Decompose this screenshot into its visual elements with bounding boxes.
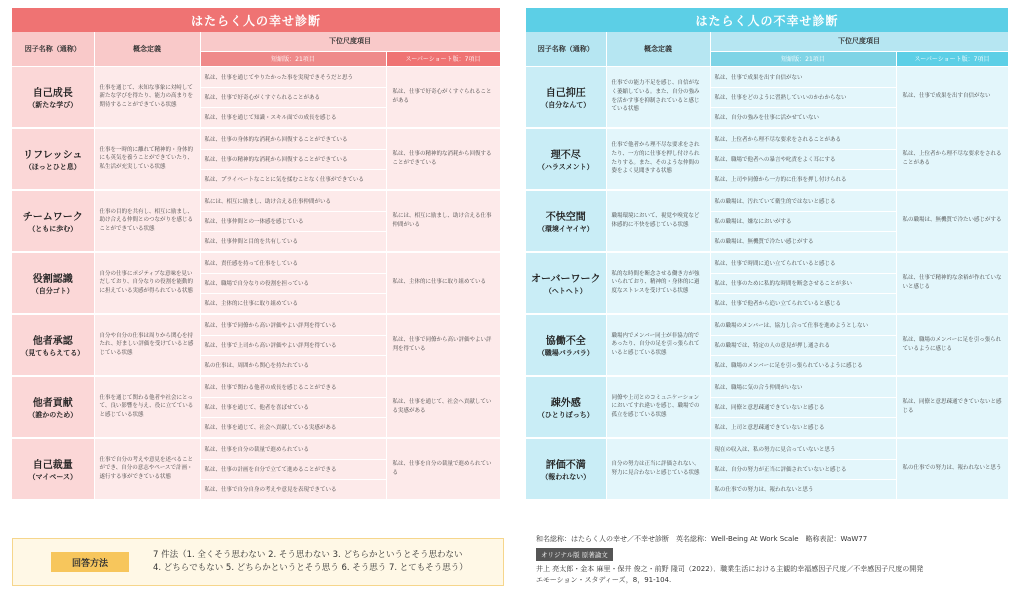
short-item: 私は、仕事のために私的な時間を断念させることが多い	[711, 273, 896, 293]
supershort-item-cell: 私は、仕事で精神的な余裕が作れていないと感じる	[896, 252, 1008, 314]
short-items-cell	[710, 376, 896, 438]
header-supershort: スーパーショート版：7項目	[896, 51, 1008, 66]
factor-name: 不快空間	[545, 211, 586, 223]
short-item: 私は、自分の努力が正当に評価されていないと感じる	[711, 459, 896, 479]
short-item: 私は、仕事仲間との一体感を感じている	[201, 211, 386, 231]
short-item: 私は、仕事で成果を出す自信がない	[714, 74, 803, 81]
factor-row	[526, 66, 1008, 128]
factor-row	[526, 314, 1008, 376]
factor-nickname: （職場バラバラ）	[537, 348, 594, 357]
short-item: 私は、主体的に仕事に取り組めている	[201, 293, 386, 313]
factor-row	[526, 438, 1008, 500]
definition-cell: 仕事の目的を共有し、相互に励まし、助け合える仲間とのつながりを感じることができている状態	[94, 190, 200, 252]
short-item: 私は、仕事を通じて、社会へ貢献している実感がある	[201, 417, 386, 437]
unhappy-panel	[526, 8, 1008, 501]
supershort-item-cell: 私は、上位者から理不尽な要求をされることがある	[896, 128, 1008, 190]
factor-cell	[526, 190, 606, 252]
factor-name: 評価不満	[545, 459, 586, 471]
answer-line-1: 7 件法（1. 全くそう思わない 2. そう思わない 3. どちらかというとそう思わない	[153, 549, 463, 560]
definition-cell: 私的な時間を断念させる働き方が強いられており、精神的・身体的に過度なストレスを受けている状態	[606, 252, 710, 314]
factor-cell	[526, 128, 606, 190]
factor-cell	[526, 252, 606, 314]
supershort-item-cell: 私は、仕事を通じて、社会へ貢献している実感がある	[386, 376, 500, 438]
short-item: 私は、仕事で時間に追い立てられていると感じる	[714, 260, 836, 267]
short-item: 私は、自分の強みを仕事に活かせていない	[711, 107, 896, 127]
factor-row	[12, 190, 500, 252]
factor-name: 他者貢献	[32, 397, 73, 409]
short-items-cell	[710, 438, 896, 500]
short-items-cell	[200, 314, 386, 376]
short-item: 私は、仕事をどのように習熟していいのかわからない	[711, 87, 896, 107]
factor-cell	[12, 438, 94, 500]
header-factor: 因子名称（通称）	[526, 32, 606, 66]
answer-line-2: 4. どちらでもない 5. どちらかというとそう思う 6. そう思う 7. とてもそう思う）	[153, 563, 468, 573]
factor-name: 疎外感	[550, 397, 581, 409]
supershort-item-cell: 私は、同僚と意思疎通できていないと感じる	[896, 376, 1008, 438]
factor-nickname: （見てもらえてる）	[21, 348, 85, 357]
citation	[536, 564, 1006, 586]
short-item: 現在の収入は、私の努力に見合っていないと思う	[714, 446, 836, 453]
scale-names: 和名総称：はたらく人の幸せ／不幸せ診断 英名総称：Well-Being At Work Scale 略称表記：WaW77	[536, 535, 868, 543]
short-items-cell	[710, 66, 896, 128]
factor-row	[526, 252, 1008, 314]
factor-name: 協働不全	[545, 335, 586, 347]
factor-name: オーバーワーク	[531, 273, 601, 285]
short-item: 私は、仕事を通じて、他者を喜ばせている	[201, 397, 386, 417]
factor-cell	[526, 438, 606, 500]
definition-cell: 仕事での能力不足を感じ、自信がなく萎縮している。また、自分の強みを活かす事を抑制されていると感じている状態	[606, 66, 710, 128]
factor-row	[12, 128, 500, 190]
factor-nickname: （新たな学び）	[28, 100, 78, 109]
short-items-cell	[710, 252, 896, 314]
definition-cell: 仕事を通じて、未知な事象に対峙して新たな学びを得たり、能力の高まりを期待することができている状態	[94, 66, 200, 128]
factor-row	[12, 252, 500, 314]
meta-info	[536, 534, 1006, 586]
factor-cell	[12, 376, 94, 438]
factor-cell	[12, 128, 94, 190]
factor-name: リフレッシュ	[23, 149, 83, 161]
answer-method-label: 回答方法	[51, 552, 129, 572]
short-item: 私は、職場のメンバーに足を引っ張られているように感じる	[711, 355, 896, 375]
factor-nickname: （誰かのため）	[28, 410, 78, 419]
answer-method-box	[12, 538, 504, 586]
definition-cell: 同僚や上司とのコミュニケーションにおいてすれ違いを感じ、職場での孤立を感じている状態	[606, 376, 710, 438]
definition-cell: 職場内でメンバー同士が非協力的であったり、自分の足を引っ張られていると感じている状態	[606, 314, 710, 376]
short-item: 私は、仕事で他者から追い立てられていると感じる	[711, 293, 896, 313]
short-item: 私の仕事での努力は、報われないと思う	[711, 479, 896, 499]
happy-panel	[12, 8, 500, 501]
short-items-cell	[200, 438, 386, 500]
happy-title: はたらく人の幸せ診断	[12, 8, 500, 32]
factor-nickname: （ともに歩む）	[28, 224, 78, 233]
short-item: 私は、仕事で自分自身の考えや意見を表現できている	[201, 479, 386, 499]
short-items-cell	[200, 66, 386, 128]
header-definition: 概念定義	[94, 32, 200, 66]
supershort-item-cell: 私には、相互に励まし、助け合える仕事仲間がいる	[386, 190, 500, 252]
short-item: 私は、仕事で上司から高い評価やよい評判を得ている	[201, 335, 386, 355]
factor-cell	[526, 314, 606, 376]
supershort-item-cell: 私は、仕事を自分の裁量で進められている	[386, 438, 500, 500]
short-items-cell	[200, 252, 386, 314]
factor-nickname: （自分なんて）	[541, 100, 591, 109]
short-item: 私の職場は、嫌なにおいがする	[711, 211, 896, 231]
supershort-item-cell: 私は、仕事で同僚から高い評価やよい評判を得ている	[386, 314, 500, 376]
short-item: 私は、職場に気の合う仲間がいない	[714, 384, 803, 391]
header-factor: 因子名称（通称）	[12, 32, 94, 66]
header-supershort: スーパーショート版：7項目	[386, 51, 500, 66]
unhappy-title: はたらく人の不幸せ診断	[526, 8, 1008, 32]
definition-cell: 自分の仕事にポジティブな意味を見いだしており、自分なりの役割を能動的に担えている実感が得られている状態	[94, 252, 200, 314]
factor-row	[12, 376, 500, 438]
factor-name: 自己成長	[32, 87, 73, 99]
short-items-cell	[200, 190, 386, 252]
short-item: 私は、上司や同僚から一方的に仕事を押し付けられる	[711, 169, 896, 189]
factor-nickname: （ヘトヘト）	[544, 286, 587, 295]
factor-row	[12, 314, 500, 376]
factor-row	[526, 128, 1008, 190]
supershort-item-cell: 私は、職場のメンバーに足を引っ張られているように感じる	[896, 314, 1008, 376]
factor-nickname: （報われない）	[541, 472, 591, 481]
factor-name: 自己抑圧	[545, 87, 586, 99]
short-item: 私は、仕事の計画を自分で立てて進めることができる	[201, 459, 386, 479]
factor-name: 役割認識	[32, 273, 73, 285]
factor-name: 他者承認	[32, 335, 73, 347]
header-short: 短縮版：21項目	[710, 51, 896, 66]
factor-name: 自己裁量	[32, 459, 73, 471]
citation-line-1: 井上 亮太郎・金本 麻里・保井 俊之・前野 隆司（2022）．職業生活における主観的幸福感因子尺度／不幸感因子尺度の開発	[536, 565, 924, 573]
answer-method-text	[153, 549, 468, 575]
definition-cell: 仕事で自分の考えや意見を述べることができ、自分の意志やペースで計画・遂行する事ができている状態	[94, 438, 200, 500]
short-item: 私は、仕事を通じてやりたかった事を実現できそうだと思う	[204, 74, 354, 81]
definition-cell: 職場環境において、視覚や嗅覚など体感的に不快を感じている状態	[606, 190, 710, 252]
factor-cell	[12, 252, 94, 314]
short-item: 私は、プライベートなことに気を揉むことなく仕事ができている	[201, 169, 386, 189]
supershort-item-cell: 私の仕事での努力は、報われないと思う	[896, 438, 1008, 500]
short-item: 私は、仕事で同僚から高い評価やよい評判を得ている	[204, 322, 337, 329]
short-item: 私は、仕事を自分の裁量で進められている	[204, 446, 310, 453]
short-items-cell	[710, 190, 896, 252]
short-item: 私は、同僚と意思疎通できていないと感じる	[711, 397, 896, 417]
definition-cell: 自分や自分の仕事は周りから関心を持たれ、好ましい評価を受けていると感じている状態	[94, 314, 200, 376]
short-item: 私は、責任感を持って仕事をしている	[204, 260, 299, 267]
happy-table	[12, 32, 501, 501]
factor-name: 理不尽	[550, 149, 581, 161]
short-item: 私の職場では、特定の人の意見が押し通される	[711, 335, 896, 355]
factor-nickname: （自分ゴト）	[31, 286, 74, 295]
definition-cell: 仕事で他者から理不尽な要求をされたり、一方的に仕事を押し付けられたりする。また、そのような仲間の姿をよく見聞きする状態	[606, 128, 710, 190]
supershort-item-cell: 私は、仕事で成果を出す自信がない	[896, 66, 1008, 128]
supershort-item-cell: 私の職場は、無機質で冷たい感じがする	[896, 190, 1008, 252]
short-item: 私には、相互に励まし、助け合える仕事仲間がいる	[204, 198, 332, 205]
factor-nickname: （環境イヤイヤ）	[537, 224, 594, 233]
factor-cell	[12, 66, 94, 128]
short-item: 私は、仕事で関わる他者の成長を感じることができる	[204, 384, 337, 391]
factor-row	[12, 438, 500, 500]
factor-cell	[526, 376, 606, 438]
header-subscale: 下位尺度項目	[710, 32, 1008, 51]
short-item: 私は、仕事を通じて知識・スキル面での成長を感じる	[201, 107, 386, 127]
happy-header-row	[12, 32, 500, 51]
short-item: 私の仕事は、周囲から関心を持たれている	[201, 355, 386, 375]
factor-nickname: （ひとりぼっち）	[537, 410, 594, 419]
short-items-cell	[710, 314, 896, 376]
short-item: 私は、仕事の身体的な消耗から回復することができている	[204, 136, 348, 143]
supershort-item-cell: 私は、仕事の精神的な消耗から回復することができている	[386, 128, 500, 190]
factor-nickname: （ハラスメント）	[537, 162, 594, 171]
header-definition: 概念定義	[606, 32, 710, 66]
unhappy-header-row	[526, 32, 1008, 51]
short-item: 私は、仕事仲間と目的を共有している	[201, 231, 386, 251]
header-subscale: 下位尺度項目	[200, 32, 500, 51]
factor-row	[12, 66, 500, 128]
supershort-item-cell: 私は、主体的に仕事に取り組めている	[386, 252, 500, 314]
short-item: 私は、職場で他者への暴言や叱責をよく耳にする	[711, 149, 896, 169]
factor-nickname: （ほっとひと息）	[24, 162, 81, 171]
short-item: 私は、上司と意思疎通できていないと感じる	[711, 417, 896, 437]
citation-line-2: エモーション・スタディーズ，8，91-104.	[536, 575, 672, 584]
factor-cell	[12, 190, 94, 252]
short-item: 私の職場は、汚れていて衛生的ではないと感じる	[714, 198, 836, 205]
factor-name: チームワーク	[22, 211, 83, 223]
short-items-cell	[200, 128, 386, 190]
original-version-label: オリジナル版 原著論文	[536, 548, 613, 561]
short-item: 私は、上位者から理不尽な要求をされることがある	[714, 136, 842, 143]
definition-cell: 仕事を一時的に離れて精神的・身体的にも英気を養うことができていたり、私生活が充実している状態	[94, 128, 200, 190]
supershort-item-cell: 私は、仕事で好奇心がくすぐられることがある	[386, 66, 500, 128]
short-item: 私は、職場で自分なりの役割を担っている	[201, 273, 386, 293]
short-item: 私の職場は、無機質で冷たい感じがする	[711, 231, 896, 251]
unhappy-table	[526, 32, 1009, 501]
definition-cell: 自分の努力は正当に評価されない、努力に見合わないと感じている状態	[606, 438, 710, 500]
short-items-cell	[710, 128, 896, 190]
factor-cell	[526, 66, 606, 128]
factor-row	[526, 190, 1008, 252]
factor-nickname: （マイペース）	[28, 472, 77, 481]
factor-cell	[12, 314, 94, 376]
short-items-cell	[200, 376, 386, 438]
factor-row	[526, 376, 1008, 438]
definition-cell: 仕事を通じて関わる他者や社会にとって、良い影響を与え、役に立てていると感じている状態	[94, 376, 200, 438]
short-item: 私は、仕事の精神的な消耗から回復することができている	[201, 149, 386, 169]
short-item: 私の職場のメンバーは、協力し合って仕事を進めようとしない	[714, 322, 869, 329]
short-item: 私は、仕事で好奇心がくすぐられることがある	[201, 87, 386, 107]
header-short: 短縮版：21項目	[200, 51, 386, 66]
